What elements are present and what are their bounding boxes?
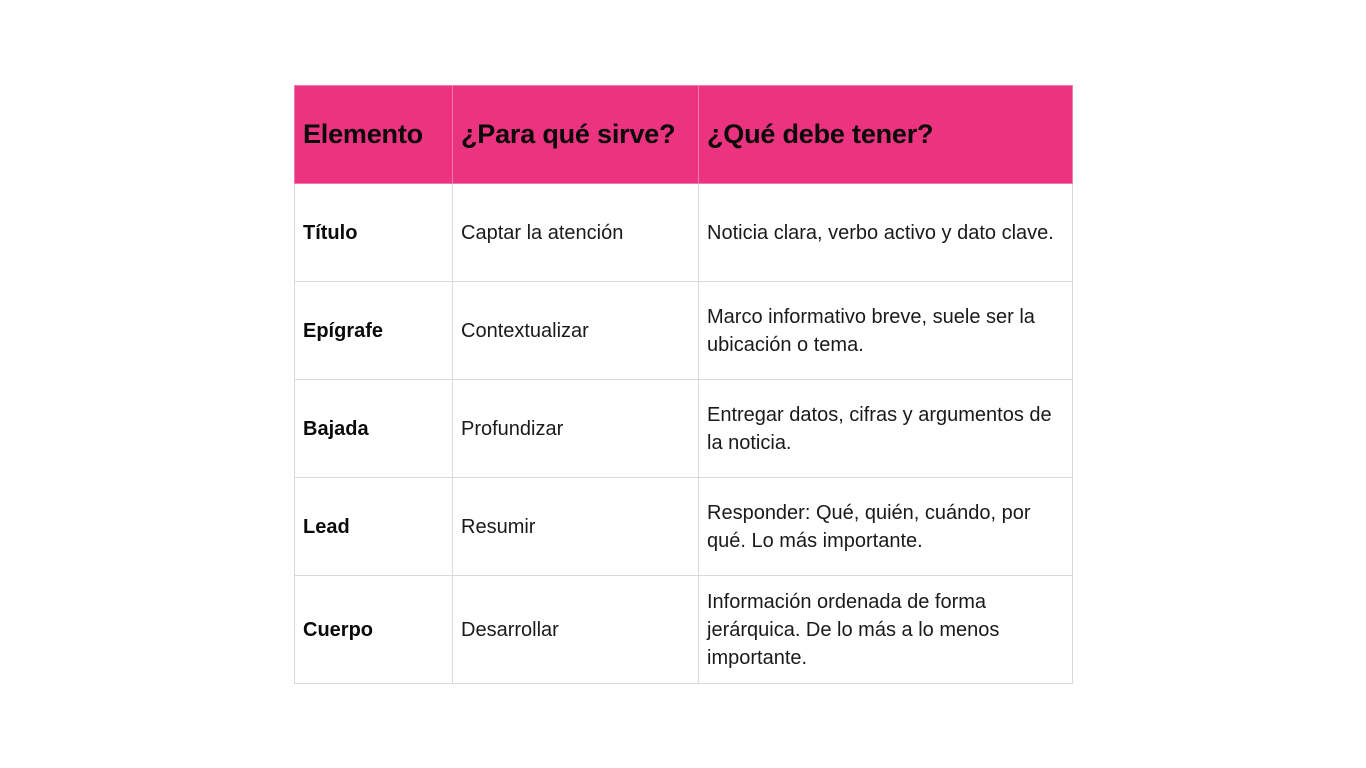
table-row [295,282,1073,380]
table-header [295,86,1073,184]
cell-element: Cuerpo [295,576,453,684]
table-row [295,478,1073,576]
cell-purpose: Profundizar [453,380,699,478]
cell-requirements: Marco informativo breve, suele ser la ubicación o tema. [699,282,1073,380]
cell-requirements: Información ordenada de forma jerárquica. De lo más a lo menos importante. [699,576,1073,684]
header-purpose: ¿Para qué sirve? [453,86,699,184]
cell-purpose: Resumir [453,478,699,576]
cell-element: Título [295,184,453,282]
cell-element: Bajada [295,380,453,478]
cell-requirements: Noticia clara, verbo activo y dato clave. [699,184,1073,282]
table-row [295,576,1073,684]
cell-requirements: Responder: Qué, quién, cuándo, por qué. Lo más importante. [699,478,1073,576]
cell-purpose: Captar la atención [453,184,699,282]
news-structure-table [294,85,1073,684]
header-requirements: ¿Qué debe tener? [699,86,1073,184]
header-row [295,86,1073,184]
cell-purpose: Desarrollar [453,576,699,684]
header-element: Elemento [295,86,453,184]
cell-element: Lead [295,478,453,576]
table-row [295,184,1073,282]
table-row [295,380,1073,478]
cell-purpose: Contextualizar [453,282,699,380]
table-body [295,184,1073,684]
cell-requirements: Entregar datos, cifras y argumentos de la noticia. [699,380,1073,478]
cell-element: Epígrafe [295,282,453,380]
